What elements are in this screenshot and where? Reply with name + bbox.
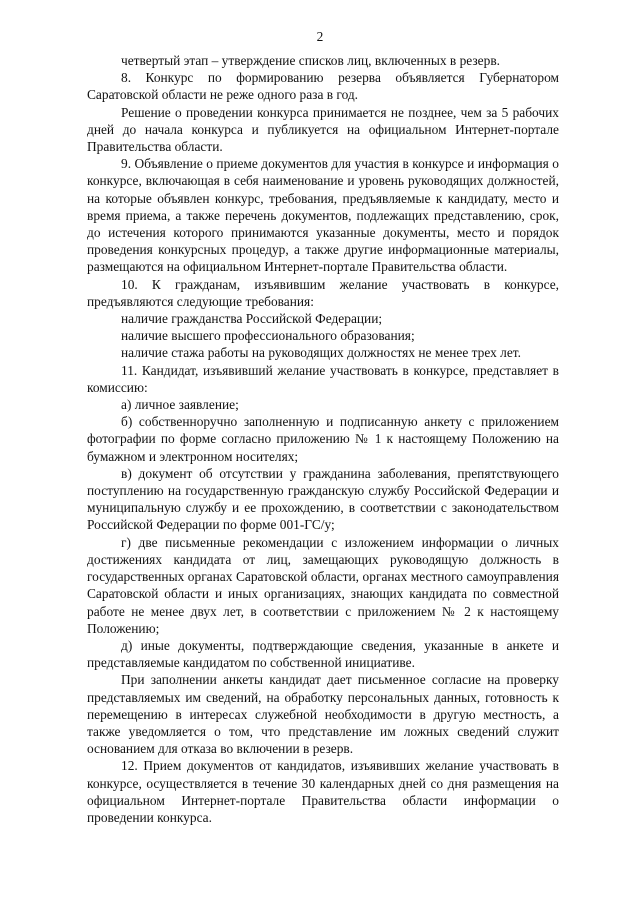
paragraph-11: 11. Кандидат, изъявивший желание участвовать в конкурсе, представляет в комиссию: xyxy=(87,362,559,395)
item-v: в) документ об отсутствии у гражданина заболевания, препятствующего поступлению на государственную гражданскую службу Российской Федерации и муниципальную службу и ее прохождению, в соответствии с законодательством Российской Федерации по форме 001-ГС/у; xyxy=(87,465,559,533)
paragraph-8: 8. Конкурс по формированию резерва объявляется Губернатором Саратовской области не реже одного раза в год. xyxy=(87,70,559,103)
document-body xyxy=(87,52,559,826)
paragraph-stage-four: четвертый этап – утверждение списков лиц, включенных в резерв. xyxy=(121,53,500,68)
item-d: д) иные документы, подтверждающие сведения, указанные в анкете и представляемые кандидатом по собственной инициативе. xyxy=(87,637,559,671)
paragraph-10: 10. К гражданам, изъявившим желание участвовать в конкурсе, предъявляются следующие требования: xyxy=(87,276,559,309)
paragraph-decision: Решение о проведении конкурса принимается не позднее, чем за 5 рабочих дней до начала конкурса и публикуется на официальном Интернет-портале Правительства области. xyxy=(87,104,559,155)
item-g: г) две письменные рекомендации с изложением информации о личных достижениях кандидата от лиц, замещающих руководящую должность в государственных органах Саратовской области, органах местного самоуправления Саратовской области и иных организациях, знающих кандидата по совместной работе не менее двух лет, в соответствии с приложением № 2 к настоящему Положению; xyxy=(87,534,559,636)
page-number: 2 xyxy=(316,29,324,44)
requirement-education: наличие высшего профессионального образования; xyxy=(121,328,415,344)
paragraph-consent: При заполнении анкеты кандидат дает письменное согласие на проверку представляемых им сведений, на обработку персональных данных, готовность к перемещению в интересах служебной необходимости в другую местность, а также уведомляется о том, что представление им ложных сведений служит основанием для отказа во включении в резерв. xyxy=(87,672,559,757)
paragraph-9: 9. Объявление о приеме документов для участия в конкурсе и информация о конкурсе, включающая в себя наименование и уровень руководящих должностей, на которые объявлен конкурс, требования, предъявляемые к кандидату, место и время приема, а также перечень документов, подлежащих представлению, срок, до истечения которого принимаются указанные документы, место и порядок проведения конкурсных процедур, а также другие информационные материалы, размещаются на официальном Интернет-портале Правительства области. xyxy=(87,156,559,275)
paragraph-12: 12. Прием документов от кандидатов, изъявивших желание участвовать в конкурсе, осуществляется в течение 30 календарных дней со дня размещения на официальном Интернет-портале Правительства области информации о проведении конкурса. xyxy=(87,758,559,825)
requirement-citizenship: наличие гражданства Российской Федерации; xyxy=(121,311,383,327)
requirement-experience: наличие стажа работы на руководящих должностях не менее трех лет. xyxy=(121,345,521,361)
item-b: б) собственноручно заполненную и подписанную анкету с приложением фотографии по форме согласно приложению № 1 к настоящему Положению на бумажном и электронном носителях; xyxy=(87,414,559,464)
item-a: а) личное заявление; xyxy=(121,397,239,413)
